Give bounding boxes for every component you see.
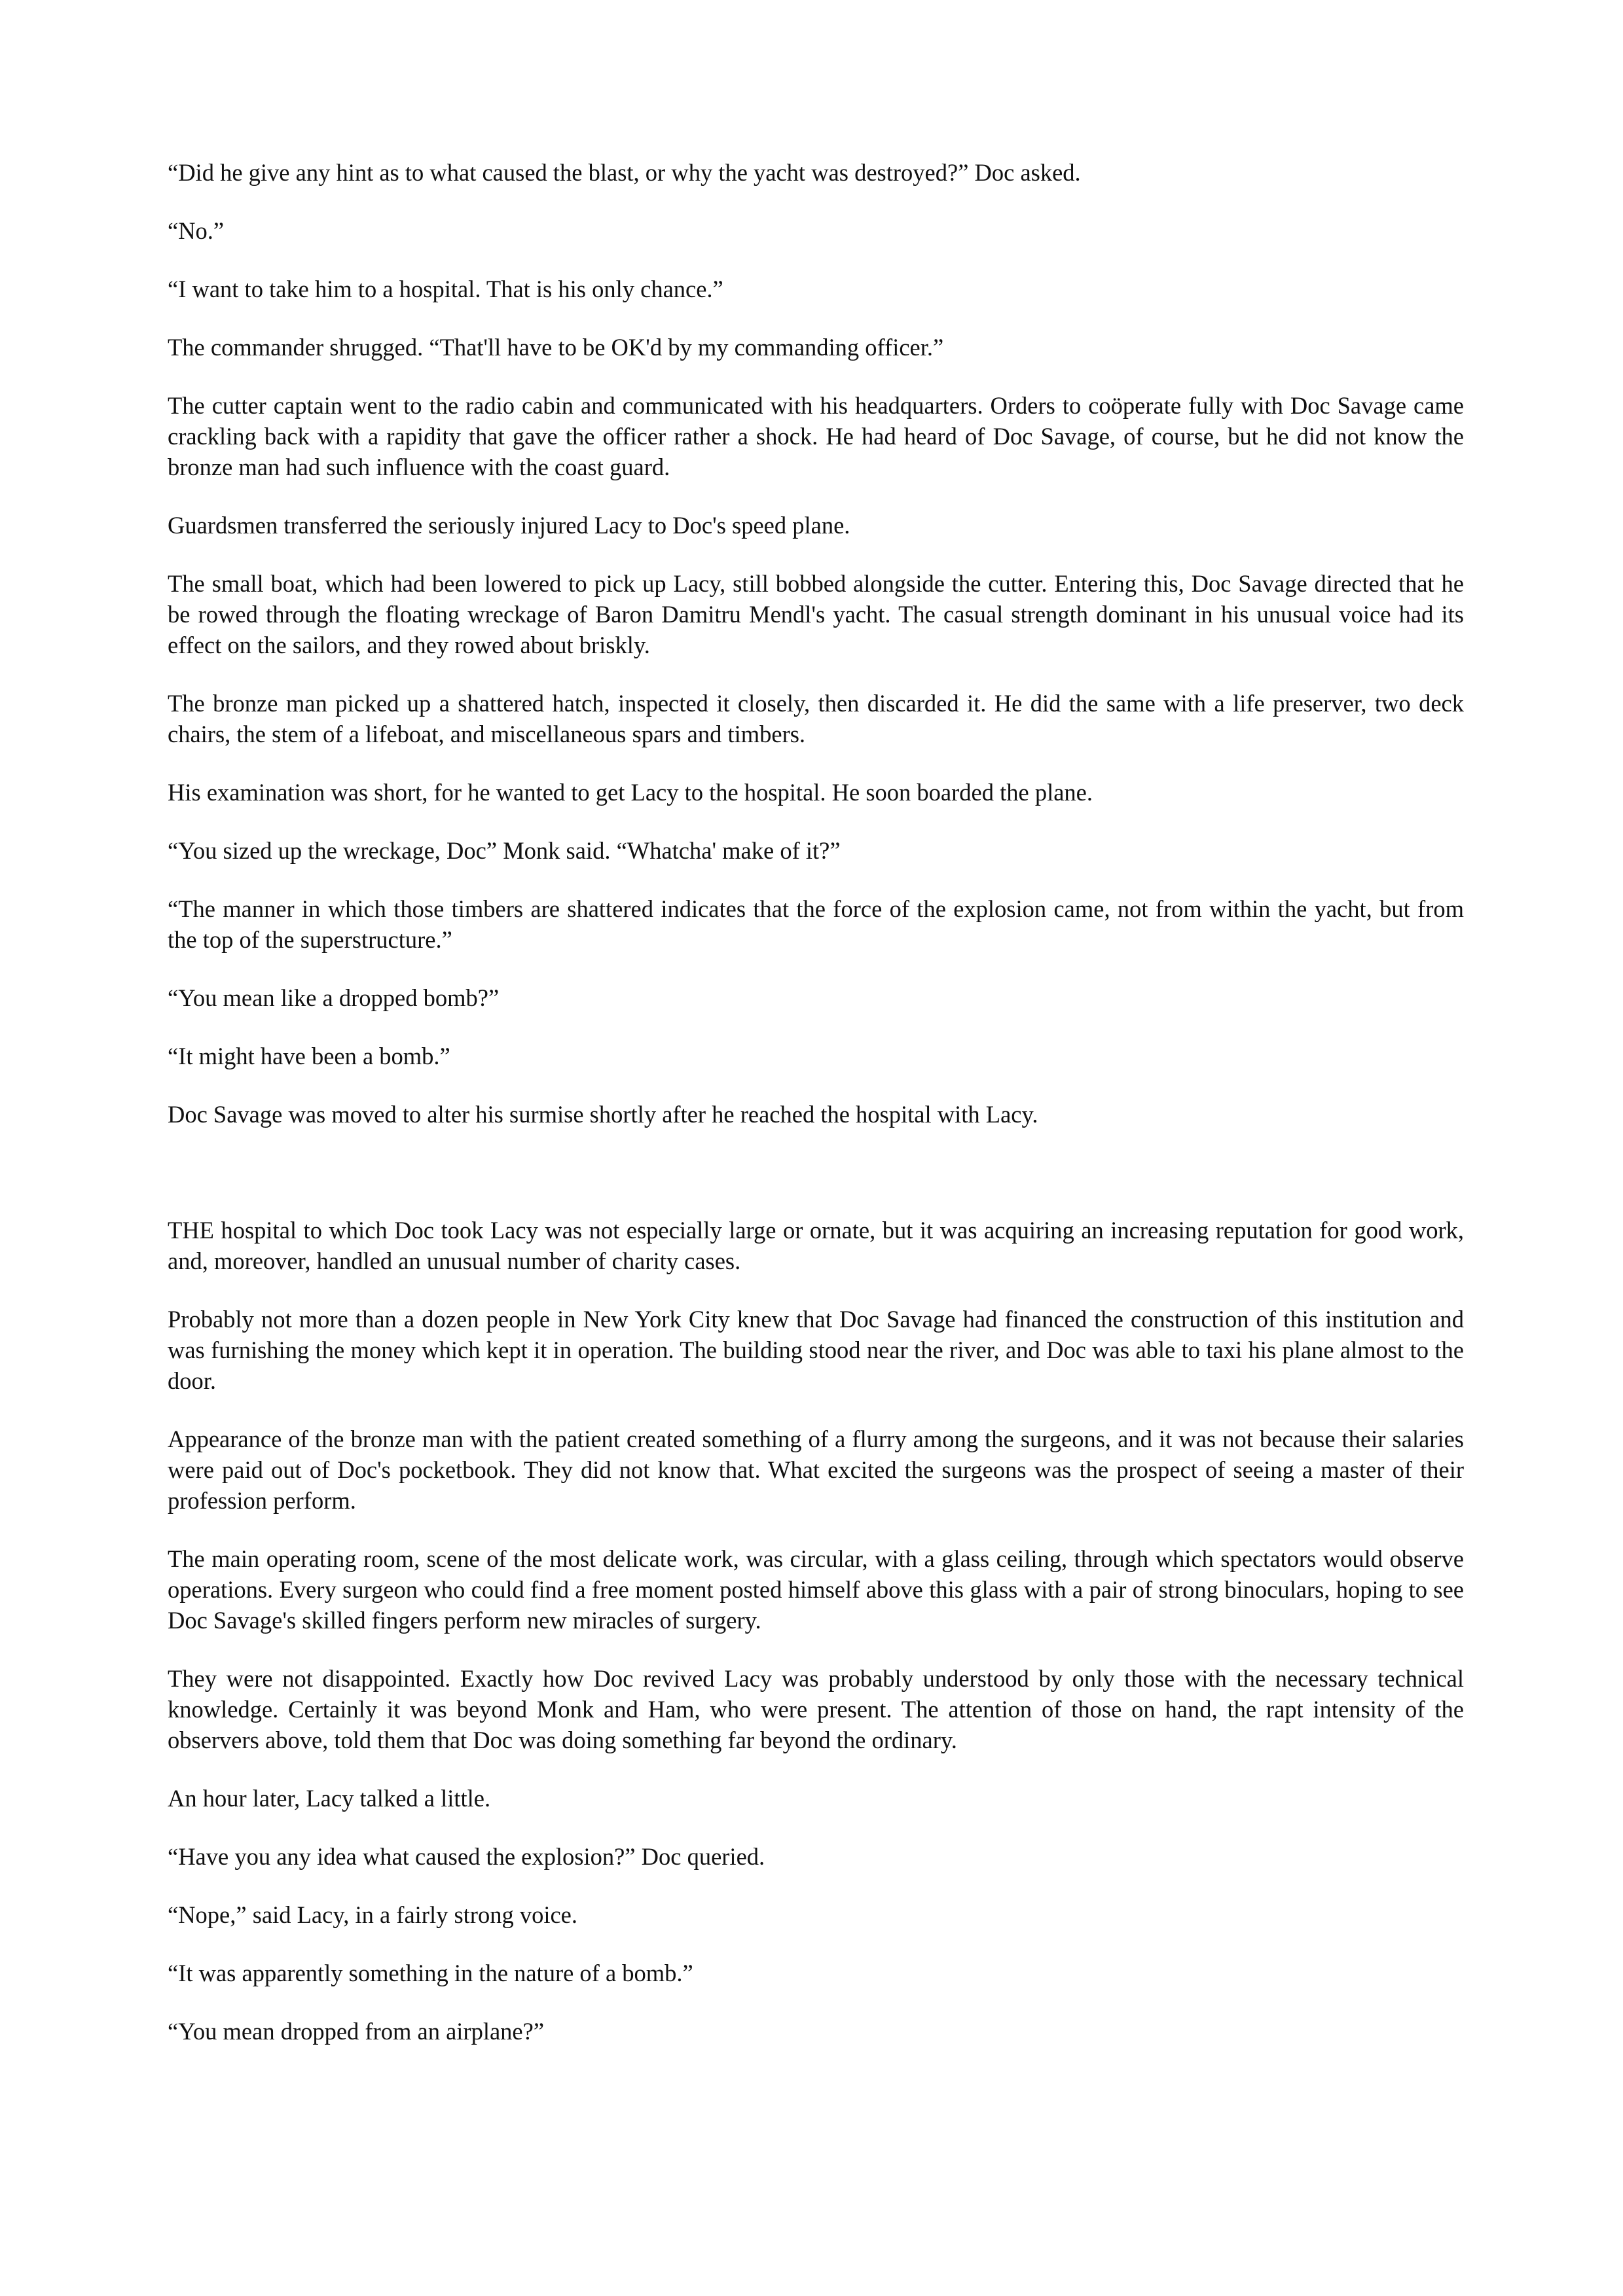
paragraph: The small boat, which had been lowered to pick up Lacy, still bobbed alongside the cutter. Entering this, Doc Savage directed that he be rowed through the floating wreckage of Baron Damitru Mendl's yacht. The casual strength dominant in his unusual voice had its effect on the sailors, and they rowed about briskly. [168, 570, 1464, 658]
paragraph: The cutter captain went to the radio cabin and communicated with his headquarters. Orders to coöperate fully with Doc Savage came crackling back with a rapidity that gave the officer rather a shock. He had heard of Doc Savage, of course, but he did not know the bronze man had such influence with the coast guard. [168, 392, 1464, 480]
paragraph: An hour later, Lacy talked a little. [168, 1785, 491, 1812]
paragraph: “No.” [168, 217, 225, 244]
paragraph: “You mean like a dropped bomb?” [168, 984, 500, 1011]
paragraph: “I want to take him to a hospital. That is his only chance.” [168, 276, 723, 302]
paragraph: His examination was short, for he wanted to get Lacy to the hospital. He soon boarded the plane. [168, 779, 1093, 806]
paragraph: The commander shrugged. “That'll have to be OK'd by my commanding officer.” [168, 334, 944, 361]
paragraph: Probably not more than a dozen people in New York City knew that Doc Savage had financed the construction of this institution and was furnishing the money which kept it in operation. The building stood near the river, and Doc was able to taxi his plane almost to the door. [168, 1306, 1464, 1394]
paragraph: “The manner in which those timbers are shattered indicates that the force of the explosion came, not from within the yacht, but from the top of the superstructure.” [168, 895, 1464, 953]
paragraph: “You mean dropped from an airplane?” [168, 2018, 545, 2045]
paragraph: THE hospital to which Doc took Lacy was not especially large or ornate, but it was acquiring an increasing reputation for good work, and, moreover, handled an unusual number of charity cases. [168, 1217, 1464, 1274]
paragraph: “Nope,” said Lacy, in a fairly strong voice. [168, 1901, 578, 1928]
paragraph: The main operating room, scene of the most delicate work, was circular, with a glass ceiling, through which spectators would observe operations. Every surgeon who could find a free moment posted himself above this glass with a pair of strong binoculars, hoping to see Doc Savage's skilled fingers perform new miracles of surgery. [168, 1545, 1464, 1634]
paragraph: The bronze man picked up a shattered hatch, inspected it closely, then discarded it. He did the same with a life preserver, two deck chairs, the stem of a lifeboat, and miscellaneous spars and timbers. [168, 690, 1464, 747]
paragraph: Guardsmen transferred the seriously injured Lacy to Doc's speed plane. [168, 512, 850, 539]
paragraph: Appearance of the bronze man with the patient created something of a flurry among the surgeons, and it was not because their salaries were paid out of Doc's pocketbook. They did not know that. What excited the surgeons was the prospect of seeing a master of their profession perform. [168, 1426, 1464, 1514]
paragraph: “It might have been a bomb.” [168, 1043, 450, 1069]
paragraph: “Did he give any hint as to what caused the blast, or why the yacht was destroyed?” Doc asked. [168, 159, 1081, 186]
document-page [168, 157, 1464, 2074]
paragraph: “Have you any idea what caused the explosion?” Doc queried. [168, 1843, 765, 1870]
paragraph: They were not disappointed. Exactly how Doc revived Lacy was probably understood by only those with the necessary technical knowledge. Certainly it was beyond Monk and Ham, who were present. The attention of those on hand, the rapt intensity of the observers above, told them that Doc was doing something far beyond the ordinary. [168, 1665, 1464, 1753]
paragraph: “You sized up the wreckage, Doc” Monk said. “Whatcha' make of it?” [168, 837, 841, 864]
paragraph: Doc Savage was moved to alter his surmise shortly after he reached the hospital with Lacy. [168, 1101, 1038, 1128]
paragraph: “It was apparently something in the nature of a bomb.” [168, 1960, 693, 1986]
